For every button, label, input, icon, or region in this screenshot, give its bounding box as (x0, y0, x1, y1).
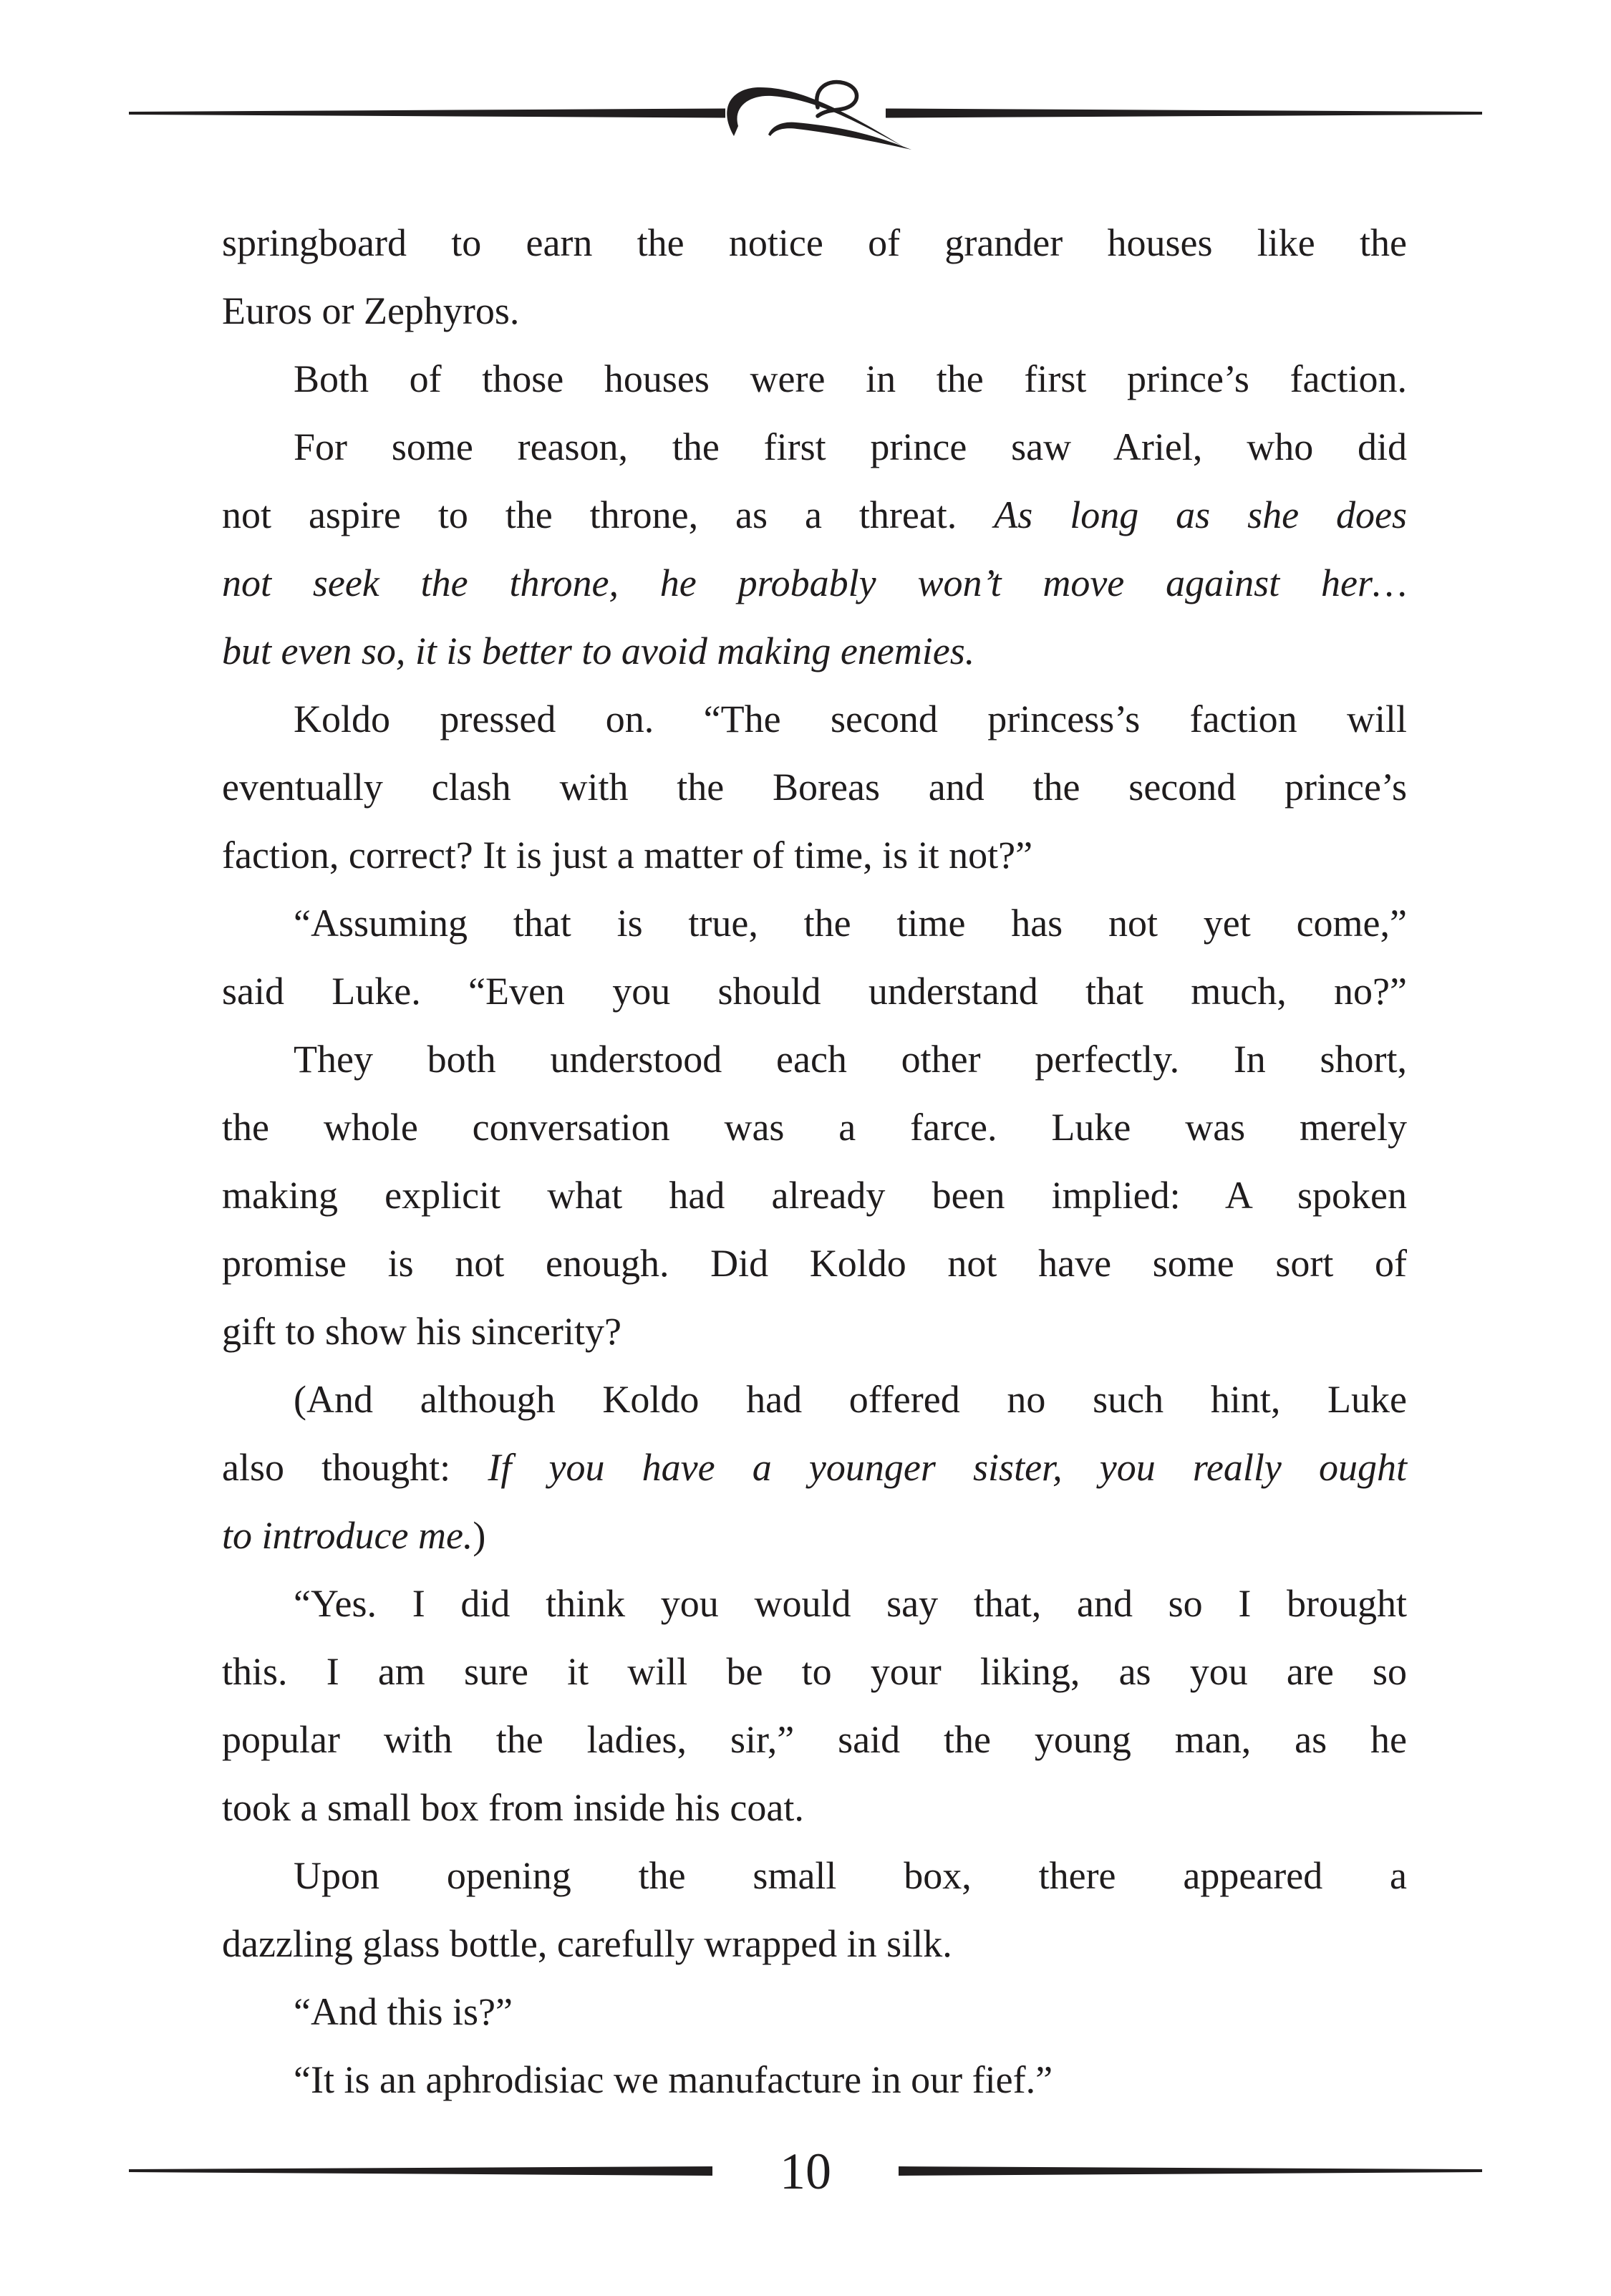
text-segment: ) (473, 1514, 486, 1557)
text-segment: If you have a younger sister, you really ought (488, 1446, 1408, 1489)
text-segment: promise is not enough. Did Koldo not have some sort of (222, 1242, 1407, 1285)
text-segment: As long as she does (994, 493, 1407, 536)
text-segment: not seek the throne, he probably won’t move against her… (222, 561, 1407, 604)
text-segment: “Assuming that is true, the time has not yet come,” (294, 902, 1407, 945)
text-line (222, 1502, 1407, 1570)
text-line (222, 1094, 1407, 1162)
text-line (222, 1706, 1407, 1774)
text-line (222, 1774, 1407, 1842)
text-segment: For some reason, the first prince saw Ariel, who did (294, 425, 1407, 468)
text-segment: to introduce me. (222, 1514, 473, 1557)
text-segment: making explicit what had already been implied: A spoken (222, 1174, 1407, 1217)
text-line (222, 1638, 1407, 1706)
text-segment: faction, correct? It is just a matter of time, is it not?” (222, 834, 1033, 877)
text-line (222, 2046, 1407, 2114)
text-line (222, 617, 1407, 685)
text-segment: They both understood each other perfectly. In short, (294, 1038, 1407, 1081)
text-segment: said Luke. “Even you should understand that much, no?” (222, 970, 1407, 1013)
text-segment: but even so, it is better to avoid making enemies. (222, 630, 975, 672)
text-segment: (And although Koldo had offered no such hint, Luke (294, 1378, 1407, 1421)
text-line (222, 1434, 1407, 1502)
text-segment: took a small box from inside his coat. (222, 1786, 804, 1829)
text-line (222, 1910, 1407, 1978)
header-swirl-icon (727, 82, 911, 150)
footer-left-rule (129, 2150, 712, 2193)
text-segment: “It is an aphrodisiac we manufacture in our fief.” (294, 2058, 1053, 2101)
text-line (222, 1162, 1407, 1230)
text-segment: “Yes. I did think you would say that, and so I brought (294, 1582, 1407, 1625)
text-line (222, 821, 1407, 889)
page-text (222, 209, 1407, 2114)
header-left-rule (129, 109, 725, 118)
text-segment: eventually clash with the Boreas and the second prince’s (222, 766, 1407, 809)
text-line (222, 481, 1407, 549)
text-segment: Both of those houses were in the first prince’s faction. (294, 357, 1407, 400)
footer-right-rule (899, 2150, 1482, 2193)
text-segment: not aspire to the throne, as a threat. (222, 493, 995, 536)
text-line (222, 753, 1407, 821)
text-line (222, 1026, 1407, 1094)
text-line (222, 413, 1407, 481)
text-line (222, 1230, 1407, 1298)
text-line (222, 1366, 1407, 1434)
text-segment: gift to show his sincerity? (222, 1310, 621, 1353)
header-right-rule (886, 109, 1482, 118)
text-line (222, 958, 1407, 1026)
text-segment: Koldo pressed on. “The second princess’s faction will (294, 698, 1407, 741)
text-segment: the whole conversation was a farce. Luke was merely (222, 1106, 1407, 1149)
text-segment: Euros or Zephyros. (222, 289, 520, 332)
text-segment: popular with the ladies, sir,” said the young man, as he (222, 1718, 1407, 1761)
text-line (222, 549, 1407, 617)
text-line (222, 889, 1407, 958)
header-divider-ornament (129, 64, 1482, 179)
page-footer (129, 2132, 1482, 2211)
text-line (222, 1842, 1407, 1910)
page-number: 10 (780, 2143, 831, 2200)
text-segment: Upon opening the small box, there appeared a (294, 1854, 1407, 1897)
text-line (222, 345, 1407, 413)
text-line (222, 1570, 1407, 1638)
text-line (222, 277, 1407, 345)
text-segment: also thought: (222, 1446, 488, 1489)
text-segment: springboard to earn the notice of grander houses like the (222, 221, 1407, 264)
text-line (222, 685, 1407, 753)
text-line (222, 1298, 1407, 1366)
text-segment: dazzling glass bottle, carefully wrapped in silk. (222, 1922, 952, 1965)
text-segment: “And this is?” (294, 1990, 513, 2033)
text-line (222, 1978, 1407, 2046)
text-line (222, 209, 1407, 277)
text-segment: this. I am sure it will be to your liking, as you are so (222, 1650, 1407, 1693)
